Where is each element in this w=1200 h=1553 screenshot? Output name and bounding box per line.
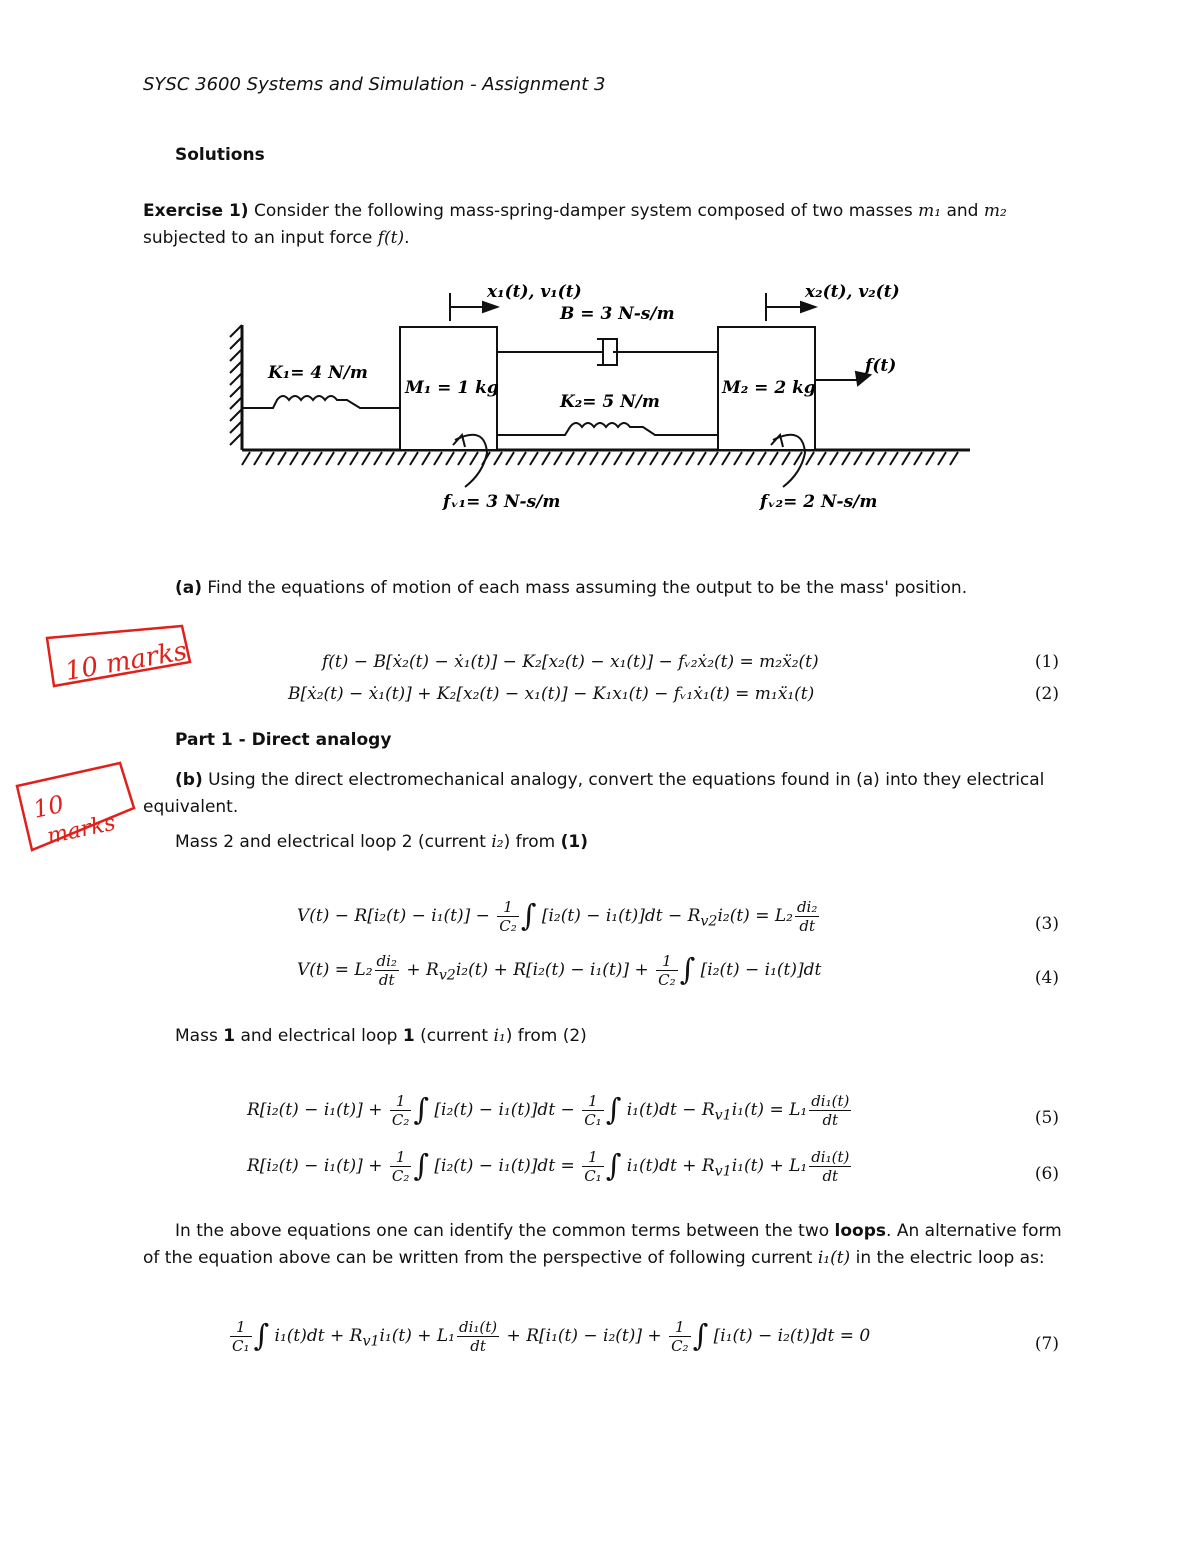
annotation-2-line-2: marks — [44, 810, 118, 850]
marks-annotation-2 — [12, 758, 137, 858]
ground-hatch-line — [386, 452, 394, 465]
mass-2-text: Mass 2 and electrical loop 2 (current — [175, 832, 492, 852]
spring-k1-label: K₁= 4 N/m — [268, 363, 368, 383]
ground-hatch-line — [602, 452, 610, 465]
period: . — [404, 228, 410, 248]
ground-hatch-line — [350, 452, 358, 465]
ground-hatch-line — [398, 452, 406, 465]
ground-hatch-line — [242, 452, 250, 465]
mass-1-text-d: ) from (2) — [505, 1026, 587, 1046]
ground-hatch — [242, 452, 958, 465]
i1-symbol: i₁ — [493, 1026, 506, 1046]
closing-paragraph — [143, 1218, 1063, 1272]
mass-1-text-b: and electrical loop — [235, 1026, 403, 1046]
ground-hatch-line — [302, 452, 310, 465]
exercise-text: Consider the following mass-spring-damper system composed of two masses — [248, 201, 919, 221]
exercise-text-2: subjected to an input force — [143, 228, 378, 248]
damper-b — [497, 339, 718, 365]
ground-hatch-line — [338, 452, 346, 465]
closing-loops: loops — [834, 1221, 887, 1241]
ground-hatch-line — [374, 452, 382, 465]
equation-5-number: (5) — [1034, 1108, 1059, 1128]
closing-text-c: in the electric loop as: — [850, 1248, 1045, 1268]
ground-hatch-line — [362, 452, 370, 465]
part-b-text: Using the direct electromechanical analogy, convert the equations found in (a) into they electrical equivalent. — [143, 770, 1045, 817]
ground-hatch-line — [254, 452, 262, 465]
ground-hatch-line — [710, 452, 718, 465]
ground-hatch-line — [278, 452, 286, 465]
ground-hatch-line — [314, 452, 322, 465]
ground-hatch-line — [902, 452, 910, 465]
equation-3: V(t) − R[i₂(t) − i₁(t)] − $\frac{1}{\text{C₂}}$ ∫ $[i_2(t) - i_1(t)]dt - R_{v2}i_2(t) = L_2$ $\frac{\text{di₂}}{dt}$ — [297, 898, 818, 935]
ground-hatch-line — [770, 452, 778, 465]
equation-5: R[i₂(t) − i₁(t)] + $\frac{1}{\text{C₂}}$ ∫ [i₂(t) − i₁(t)]dt − $\frac{1}{\text{C₁}}$ ∫ $i_1(t)dt - R_{v1}i_1(t) = L_1$ $\frac{\text{di₁(t)}}{dt}$ — [247, 1092, 850, 1129]
ground-hatch-line — [818, 452, 826, 465]
part-a-label: (a) — [175, 578, 203, 598]
ground-hatch-line — [410, 452, 418, 465]
ground-hatch-line — [626, 452, 634, 465]
ground-hatch-line — [266, 452, 274, 465]
equation-1-number: (1) — [1034, 652, 1059, 672]
damper-b-label: B = 3 N-s/m — [560, 304, 675, 324]
ground-hatch-line — [830, 452, 838, 465]
x1-v1-label: x₁(t), v₁(t) — [487, 282, 582, 302]
annotation-2-line-1: 10 — [30, 789, 67, 824]
exercise-paragraph — [143, 198, 1063, 252]
ground-hatch-line — [890, 452, 898, 465]
mass-2-line — [175, 832, 588, 852]
ground-hatch-line — [566, 452, 574, 465]
ground-hatch-line — [914, 452, 922, 465]
ground-hatch-line — [950, 452, 958, 465]
ground-hatch-line — [446, 452, 454, 465]
part-b-label: (b) — [175, 770, 203, 790]
ground-hatch-line — [458, 452, 466, 465]
equation-3-number: (3) — [1034, 914, 1059, 934]
ground-hatch-line — [326, 452, 334, 465]
and-text: and — [941, 201, 984, 221]
mass-spring-damper-diagram — [225, 275, 975, 515]
ground-hatch-line — [854, 452, 862, 465]
force-label: f(t) — [865, 356, 897, 376]
spring-k1 — [242, 396, 400, 408]
exercise-label: Exercise 1) — [143, 201, 249, 221]
spring-k2 — [497, 423, 718, 435]
ground-hatch-line — [782, 452, 790, 465]
ground-hatch-line — [878, 452, 886, 465]
mass-1-line — [175, 1026, 587, 1046]
solutions-title: Solutions — [175, 145, 265, 165]
ground-hatch-line — [746, 452, 754, 465]
marks-annotation-1 — [42, 620, 192, 690]
ground-hatch-line — [794, 452, 802, 465]
ground-hatch-line — [614, 452, 622, 465]
mass-1-num: 1 — [223, 1026, 236, 1046]
mass-1-num-2: 1 — [402, 1026, 415, 1046]
ground-hatch-line — [554, 452, 562, 465]
mass-1-label: M₁ = 1 kg — [405, 378, 499, 398]
page-header: SYSC 3600 Systems and Simulation - Assignment 3 — [143, 74, 606, 95]
ground-hatch-line — [542, 452, 550, 465]
ground-hatch-line — [806, 452, 814, 465]
ground-hatch-line — [494, 452, 502, 465]
equation-1: f(t) − B[ẋ₂(t) − ẋ₁(t)] − K₂[x₂(t) − x₁(t)] − fᵥ₂ẋ₂(t) = m₂ẍ₂(t) — [322, 652, 819, 672]
ground-hatch-line — [638, 452, 646, 465]
part-a-paragraph — [175, 575, 1055, 602]
ground-hatch-line — [842, 452, 850, 465]
ground-hatch-line — [590, 452, 598, 465]
ground-hatch-line — [578, 452, 586, 465]
wall-hatch — [230, 325, 242, 445]
ground-hatch-line — [938, 452, 946, 465]
ground-hatch-line — [290, 452, 298, 465]
i2-symbol: i₂ — [491, 832, 504, 852]
fv2-label: fᵥ₂= 2 N-s/m — [760, 492, 878, 512]
ground-hatch-line — [470, 452, 478, 465]
mass-2-ref: (1) — [560, 832, 589, 852]
ground-hatch-line — [530, 452, 538, 465]
part-a-text: Find the equations of motion of each mass assuming the output to be the mass' position. — [202, 578, 968, 598]
annotation-1-text: 10 marks — [62, 636, 190, 688]
ground-hatch-line — [698, 452, 706, 465]
equation-2: B[ẋ₂(t) − ẋ₁(t)] + K₂[x₂(t) − x₁(t)] − K₁x₁(t) − fᵥ₁ẋ₁(t) = m₁ẍ₁(t) — [288, 684, 815, 704]
m2-symbol: m₂ — [983, 201, 1007, 221]
ground-hatch-line — [518, 452, 526, 465]
equation-4: V(t) = L₂ $\frac{\text{di₂}}{dt}$ + $R_{v2}i_2(t) + R[i_2(t) - i_1(t)]$ + $\frac{1}{\text{C₂}}$ ∫ [i₂(t) − i₁(t)]dt — [297, 952, 822, 989]
ground-hatch-line — [506, 452, 514, 465]
mass-1-text-a: Mass — [175, 1026, 224, 1046]
spring-k2-label: K₂= 5 N/m — [560, 392, 660, 412]
ground-hatch-line — [722, 452, 730, 465]
closing-text-a: In the above equations one can identify the common terms between the two — [175, 1221, 835, 1241]
ground-hatch-line — [422, 452, 430, 465]
equation-6: R[i₂(t) − i₁(t)] + $\frac{1}{\text{C₂}}$ ∫ [i₂(t) − i₁(t)]dt = $\frac{1}{\text{C₁}}$ ∫ $i_1(t)dt + R_{v1}i_1(t) + L_1$ $\frac{\text{di₁(t)}}{dt}$ — [247, 1148, 850, 1185]
m1-symbol: m₁ — [918, 201, 942, 221]
ground-hatch-line — [674, 452, 682, 465]
ground-hatch-line — [662, 452, 670, 465]
closing-i1t: i₁(t) — [817, 1248, 851, 1268]
equation-7-number: (7) — [1034, 1334, 1059, 1354]
equation-2-number: (2) — [1034, 684, 1059, 704]
ground-hatch-line — [926, 452, 934, 465]
closing-text-b: . An alternative form of the equation above can be written from the perspective of following current — [143, 1221, 1062, 1268]
ground-hatch-line — [734, 452, 742, 465]
part-1-title: Part 1 - Direct analogy — [175, 730, 392, 750]
equation-6-number: (6) — [1034, 1164, 1059, 1184]
mass-2-label: M₂ = 2 kg — [722, 378, 816, 398]
part-b-paragraph — [143, 767, 1063, 821]
ground-hatch-line — [758, 452, 766, 465]
ground-hatch-line — [434, 452, 442, 465]
ground-hatch-line — [866, 452, 874, 465]
x2-v2-label: x₂(t), v₂(t) — [805, 282, 900, 302]
fv1-label: fᵥ₁= 3 N-s/m — [443, 492, 561, 512]
ground-hatch-line — [686, 452, 694, 465]
mass-1-text-c: (current — [414, 1026, 494, 1046]
equation-4-number: (4) — [1034, 968, 1059, 988]
ground-hatch-line — [650, 452, 658, 465]
ft-symbol: f(t) — [377, 228, 405, 248]
mass-2-text-b: ) from — [503, 832, 561, 852]
equation-7: $\frac{1}{\text{C₁}}$ ∫ $i_1(t)dt + R_{v1}i_1(t) + L_1$ $\frac{\text{di₁(t)}}{dt}$ + R[i₁(t) − i₂(t)] + $\frac{1}{\text{C₂}}$ ∫ [i₁(t) − i₂(t)]dt = 0 — [232, 1318, 871, 1355]
